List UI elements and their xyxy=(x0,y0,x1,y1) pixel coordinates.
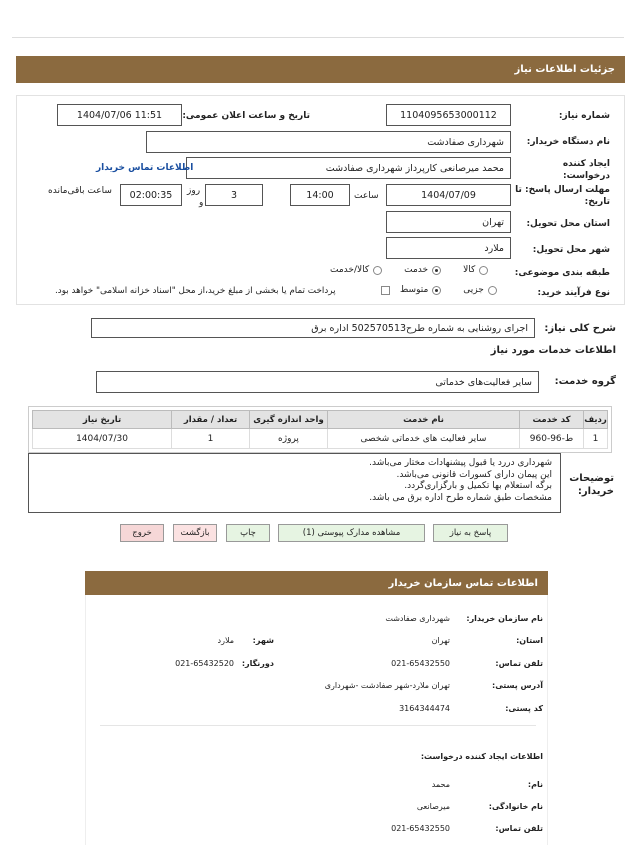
contact-divider xyxy=(100,725,536,726)
col-qty: تعداد / مقدار xyxy=(172,411,250,429)
notes-line: برگه استعلام بها تکمیل و بارگزاری‌گردد. xyxy=(404,481,552,491)
buyer-contact-link[interactable]: اطلاعات تماس خریدار xyxy=(96,163,194,173)
creator-name-value: محمد xyxy=(431,780,450,789)
deadline-time-label: ساعت xyxy=(354,191,379,201)
category-radio-group xyxy=(330,265,488,275)
province-label: استان محل تحویل: xyxy=(526,219,610,229)
contact-phone-label: تلفن تماس: xyxy=(495,659,543,668)
creator-label: ایجاد کننده درخواست: xyxy=(562,159,610,181)
reply-button[interactable]: پاسخ به نیاز xyxy=(433,524,508,542)
contact-postal-label: کد پستی: xyxy=(505,704,543,713)
deadline-time-field: 14:00 xyxy=(290,184,350,206)
radio-medium[interactable] xyxy=(432,286,441,295)
top-divider xyxy=(12,37,624,38)
creator-family-label: نام خانوادگی: xyxy=(488,802,543,811)
notes-line: مشخصات طبق شماره طرح اداره برق می باشد. xyxy=(369,492,552,503)
contact-title: اطلاعات تماس سازمان خریدار xyxy=(388,577,538,589)
and-label: و xyxy=(199,198,204,208)
contact-org-value: شهرداری صفادشت xyxy=(385,614,450,623)
buyer-org-label: نام دستگاه خریدار: xyxy=(526,137,610,147)
radio-minor[interactable] xyxy=(488,286,497,295)
creator-section-title: اطلاعات ایجاد کننده درخواست: xyxy=(420,752,543,761)
announce-label: تاریخ و ساعت اعلان عمومی: xyxy=(182,111,310,121)
services-title: اطلاعات خدمات مورد نیاز xyxy=(490,345,616,356)
days-label: روز xyxy=(187,186,201,196)
contact-org-label: نام سازمان خریدار: xyxy=(466,614,543,623)
exit-button[interactable]: خروج xyxy=(120,524,164,542)
col-code: کد خدمت xyxy=(520,411,584,429)
service-group-label: گروه خدمت: xyxy=(554,376,616,387)
deadline-label: مهلت ارسال پاسخ: تا تاریخ: xyxy=(515,185,610,207)
table-header-row xyxy=(33,411,608,429)
radio-goods-service-label: کالا/خدمت xyxy=(330,265,370,275)
view-attachments-button[interactable]: مشاهده مدارک پیوستی (1) xyxy=(278,524,425,542)
process-radio-group xyxy=(400,285,497,295)
creator-phone-value: 021-65432550 xyxy=(391,824,450,833)
cell-qty: 1 xyxy=(172,429,250,449)
col-unit: واحد اندازه گیری xyxy=(250,411,328,429)
contact-address-label: آدرس پستی: xyxy=(492,681,543,690)
page-title: جزئیات اطلاعات نیاز xyxy=(514,64,615,75)
cell-row: 1 xyxy=(584,429,608,449)
treasury-checkbox[interactable] xyxy=(381,286,390,295)
print-button[interactable]: چاپ xyxy=(226,524,270,542)
need-number-field: 1104095653000112 xyxy=(386,104,511,126)
announce-field: 1404/07/06 11:51 xyxy=(57,104,182,126)
table-row xyxy=(33,429,608,449)
remaining-time-label: ساعت باقی‌مانده xyxy=(48,186,112,196)
col-name: نام خدمت xyxy=(328,411,520,429)
contact-fax-value: 021-65432520 xyxy=(175,659,234,668)
cell-unit: پروژه xyxy=(250,429,328,449)
need-number-label: شماره نیاز: xyxy=(558,111,610,121)
cell-date: 1404/07/30 xyxy=(33,429,172,449)
process-label: نوع فرآیند خرید: xyxy=(537,288,610,298)
contact-address-value: تهران ملارد-شهر صفادشت -شهرداری xyxy=(324,681,450,690)
notes-line: این پیمان دارای کسورات قانونی می‌باشد. xyxy=(396,469,552,480)
services-table xyxy=(32,410,608,449)
cell-code: ط-96-960 xyxy=(520,429,584,449)
creator-phone-label: تلفن تماس: xyxy=(495,824,543,833)
city-label: شهر محل تحویل: xyxy=(532,245,610,255)
creator-name-label: نام: xyxy=(527,780,543,789)
contact-panel xyxy=(85,595,548,845)
contact-city-value: ملارد xyxy=(217,636,234,645)
buyer-notes-label: توضیحات خریدار: xyxy=(569,473,614,497)
radio-minor-label: جزیی xyxy=(463,285,484,295)
radio-medium-label: متوسط xyxy=(400,285,429,295)
city-field: ملارد xyxy=(386,237,511,259)
service-group-field: سایر فعالیت‌های خدماتی xyxy=(96,371,539,393)
contact-fax-label: دورنگار: xyxy=(241,659,274,668)
page-header xyxy=(16,56,625,83)
creator-field: محمد میرصانعی کارپرداز شهرداری صفادشت xyxy=(186,157,511,179)
contact-city-label: شهر: xyxy=(252,636,274,645)
contact-phone-value: 021-65432550 xyxy=(391,659,450,668)
col-date: تاریخ نیاز xyxy=(33,411,172,429)
remaining-days-field: 3 xyxy=(205,184,263,206)
col-row: ردیف xyxy=(584,411,608,429)
radio-goods-label: کالا xyxy=(463,265,476,275)
back-button[interactable]: بازگشت xyxy=(173,524,217,542)
treasury-note: پرداخت تمام یا بخشی از مبلغ خرید،از محل "اسناد خزانه اسلامی" خواهد بود. xyxy=(55,286,336,296)
contact-header xyxy=(85,571,548,595)
contact-province-label: استان: xyxy=(516,636,543,645)
contact-postal-value: 3164344474 xyxy=(399,704,450,713)
category-label: طبقه بندی موضوعی: xyxy=(514,268,610,278)
buyer-notes-box xyxy=(28,453,561,513)
buyer-org-field: شهرداری صفادشت xyxy=(146,131,511,153)
cell-name: سایر فعالیت های خدماتی شخصی xyxy=(328,429,520,449)
deadline-date-field: 1404/07/09 xyxy=(386,184,511,206)
notes-line: شهرداری دررد یا قبول پیشنهادات مختار می‌باشد. xyxy=(369,458,552,468)
summary-field: اجرای روشنایی به شماره طرح502570513 اداره برق xyxy=(91,318,535,338)
services-table-wrap xyxy=(28,406,612,453)
radio-service-label: خدمت xyxy=(404,265,429,275)
radio-goods-service[interactable] xyxy=(373,266,382,275)
creator-family-value: میرصانعی xyxy=(416,802,450,811)
summary-label: شرح کلی نیاز: xyxy=(544,323,616,334)
province-field: تهران xyxy=(386,211,511,233)
contact-province-value: تهران xyxy=(431,636,450,645)
radio-goods[interactable] xyxy=(479,266,488,275)
remaining-time-field: 02:00:35 xyxy=(120,184,182,206)
radio-service[interactable] xyxy=(432,266,441,275)
